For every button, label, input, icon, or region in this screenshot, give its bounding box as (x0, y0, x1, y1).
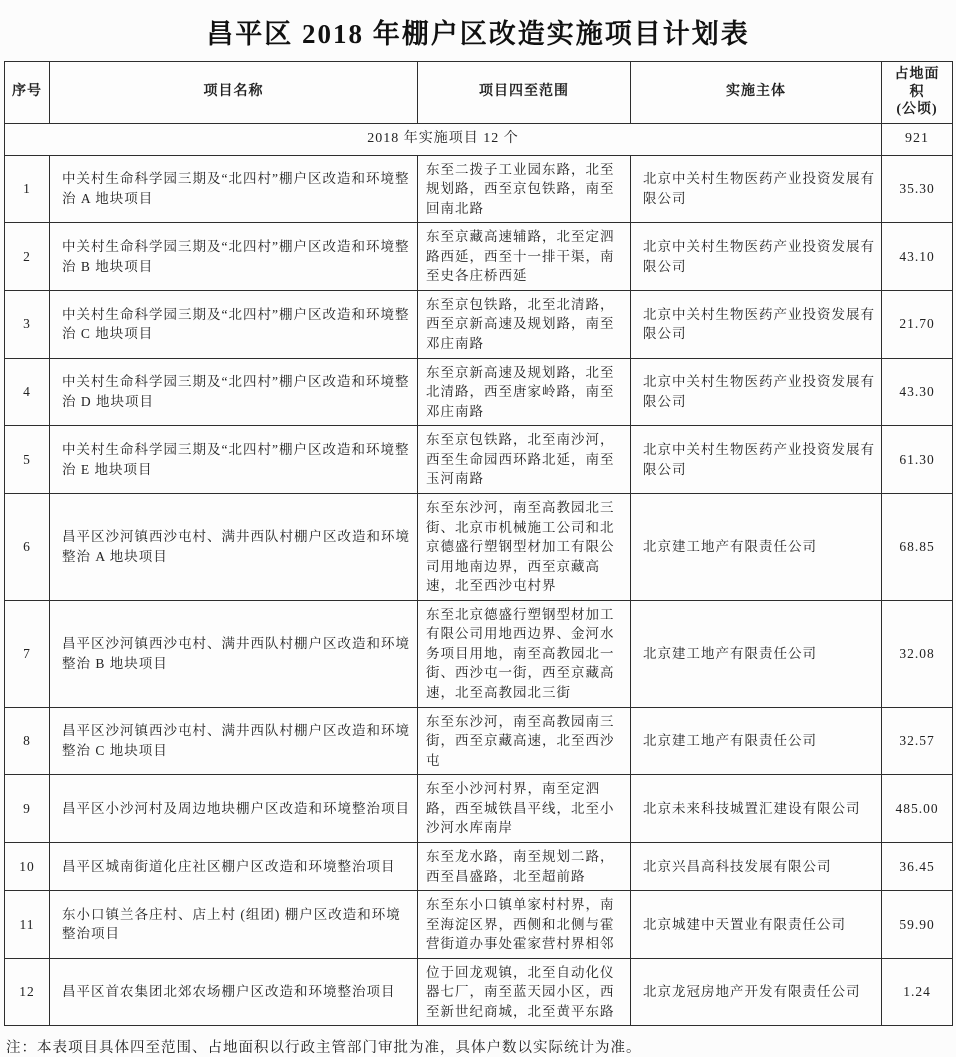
cell-entity: 北京未来科技城置汇建设有限公司 (631, 775, 882, 843)
cell-scope: 东至东小口镇单家村村界，南至海淀区界，西侧和北侧与霍营街道办事处霍家营村界相邻 (418, 891, 631, 959)
cell-area-value: 59.90 (882, 891, 953, 959)
project-plan-table (4, 61, 953, 1026)
cell-project-name: 昌平区城南街道化庄社区棚户区改造和环境整治项目 (50, 842, 418, 890)
cell-serial-number: 7 (5, 600, 50, 707)
cell-serial-number: 6 (5, 493, 50, 600)
cell-project-name: 昌平区沙河镇西沙屯村、满井西队村棚户区改造和环境整治 B 地块项目 (50, 600, 418, 707)
cell-serial-number: 5 (5, 426, 50, 494)
cell-area-value: 61.30 (882, 426, 953, 494)
cell-serial-number: 12 (5, 958, 50, 1026)
cell-project-name: 昌平区沙河镇西沙屯村、满井西队村棚户区改造和环境整治 C 地块项目 (50, 707, 418, 775)
header-row (5, 62, 953, 124)
table-row (5, 600, 953, 707)
cell-project-name: 昌平区首农集团北郊农场棚户区改造和环境整治项目 (50, 958, 418, 1026)
cell-scope: 东至京包铁路，北至北清路，西至京新高速及规划路，南至邓庄南路 (418, 290, 631, 358)
cell-entity: 北京龙冠房地产开发有限责任公司 (631, 958, 882, 1026)
table-row (5, 493, 953, 600)
cell-scope: 东至京藏高速辅路，北至定泗路西延，西至十一排干渠，南至史各庄桥西延 (418, 223, 631, 291)
cell-serial-number: 4 (5, 358, 50, 426)
cell-scope: 东至京包铁路，北至南沙河，西至生命园西环路北延，南至玉河南路 (418, 426, 631, 494)
table-row (5, 775, 953, 843)
cell-serial-number: 1 (5, 155, 50, 223)
cell-scope: 东至京新高速及规划路，北至北清路，西至唐家岭路，南至邓庄南路 (418, 358, 631, 426)
cell-scope: 东至二拨子工业园东路，北至规划路，西至京包铁路，南至回南北路 (418, 155, 631, 223)
cell-project-name: 昌平区沙河镇西沙屯村、满井西队村棚户区改造和环境整治 A 地块项目 (50, 493, 418, 600)
header-entity: 实施主体 (631, 62, 882, 124)
cell-serial-number: 9 (5, 775, 50, 843)
cell-scope: 东至东沙河，南至高教园南三街，西至京藏高速，北至西沙屯 (418, 707, 631, 775)
cell-entity: 北京建工地产有限责任公司 (631, 493, 882, 600)
cell-serial-number: 8 (5, 707, 50, 775)
page-title: 昌平区 2018 年棚户区改造实施项目计划表 (206, 19, 750, 49)
header-area-line2: (公顷) (896, 102, 938, 117)
table-row (5, 290, 953, 358)
header-project-name: 项目名称 (50, 62, 418, 124)
cell-scope: 东至龙水路，南至规划二路，西至昌盛路，北至超前路 (418, 842, 631, 890)
cell-area-value: 485.00 (882, 775, 953, 843)
cell-entity: 北京建工地产有限责任公司 (631, 707, 882, 775)
cell-area-value: 21.70 (882, 290, 953, 358)
table-header (5, 62, 953, 124)
table-row (5, 358, 953, 426)
cell-area-value: 35.30 (882, 155, 953, 223)
cell-entity: 北京中关村生物医药产业投资发展有限公司 (631, 223, 882, 291)
cell-area-value: 43.30 (882, 358, 953, 426)
header-serial: 序号 (5, 62, 50, 124)
summary-row (5, 123, 953, 155)
header-area (882, 62, 953, 124)
cell-area-value: 32.08 (882, 600, 953, 707)
cell-project-name: 中关村生命科学园三期及“北四村”棚户区改造和环境整治 D 地块项目 (50, 358, 418, 426)
cell-project-name: 昌平区小沙河村及周边地块棚户区改造和环境整治项目 (50, 775, 418, 843)
cell-project-name: 中关村生命科学园三期及“北四村”棚户区改造和环境整治 E 地块项目 (50, 426, 418, 494)
footnote: 注：本表项目具体四至范围、占地面积以行政主管部门审批为准，具体户数以实际统计为准。 (6, 1040, 642, 1057)
summary-label: 2018 年实施项目 12 个 (5, 123, 882, 155)
cell-serial-number: 10 (5, 842, 50, 890)
cell-area-value: 36.45 (882, 842, 953, 890)
cell-area-value: 1.24 (882, 958, 953, 1026)
cell-scope: 东至小沙河村界，南至定泗路，西至城铁昌平线，北至小沙河水库南岸 (418, 775, 631, 843)
cell-area-value: 68.85 (882, 493, 953, 600)
cell-serial-number: 2 (5, 223, 50, 291)
cell-serial-number: 11 (5, 891, 50, 959)
cell-project-name: 中关村生命科学园三期及“北四村”棚户区改造和环境整治 B 地块项目 (50, 223, 418, 291)
cell-scope: 东至北京德盛行塑钢型材加工有限公司用地西边界、金河水务项目用地，南至高教园北一街、西沙屯一街，西至京藏高速，北至高教园北三街 (418, 600, 631, 707)
cell-entity: 北京城建中天置业有限责任公司 (631, 891, 882, 959)
table-row (5, 958, 953, 1026)
cell-area-value: 43.10 (882, 223, 953, 291)
cell-entity: 北京中关村生物医药产业投资发展有限公司 (631, 155, 882, 223)
table-row (5, 842, 953, 890)
header-scope: 项目四至范围 (418, 62, 631, 124)
cell-project-name: 东小口镇兰各庄村、店上村 (组团) 棚户区改造和环境整治项目 (50, 891, 418, 959)
cell-entity: 北京中关村生物医药产业投资发展有限公司 (631, 426, 882, 494)
table-body (5, 123, 953, 1026)
summary-area-value: 921 (882, 123, 953, 155)
header-area-line1: 占地面积 (894, 67, 940, 100)
table-row (5, 426, 953, 494)
cell-entity: 北京中关村生物医药产业投资发展有限公司 (631, 358, 882, 426)
cell-scope: 位于回龙观镇，北至自动化仪器七厂，南至蓝天园小区，西至新世纪商城，北至黄平东路 (418, 958, 631, 1026)
cell-entity: 北京中关村生物医药产业投资发展有限公司 (631, 290, 882, 358)
cell-project-name: 中关村生命科学园三期及“北四村”棚户区改造和环境整治 A 地块项目 (50, 155, 418, 223)
cell-entity: 北京兴昌高科技发展有限公司 (631, 842, 882, 890)
table-row (5, 223, 953, 291)
cell-entity: 北京建工地产有限责任公司 (631, 600, 882, 707)
cell-project-name: 中关村生命科学园三期及“北四村”棚户区改造和环境整治 C 地块项目 (50, 290, 418, 358)
table-row (5, 707, 953, 775)
table-row (5, 155, 953, 223)
cell-area-value: 32.57 (882, 707, 953, 775)
cell-scope: 东至东沙河，南至高教园北三街、北京市机械施工公司和北京德盛行塑钢型材加工有限公司用地南边界，西至京藏高速，北至西沙屯村界 (418, 493, 631, 600)
table-row (5, 891, 953, 959)
cell-serial-number: 3 (5, 290, 50, 358)
